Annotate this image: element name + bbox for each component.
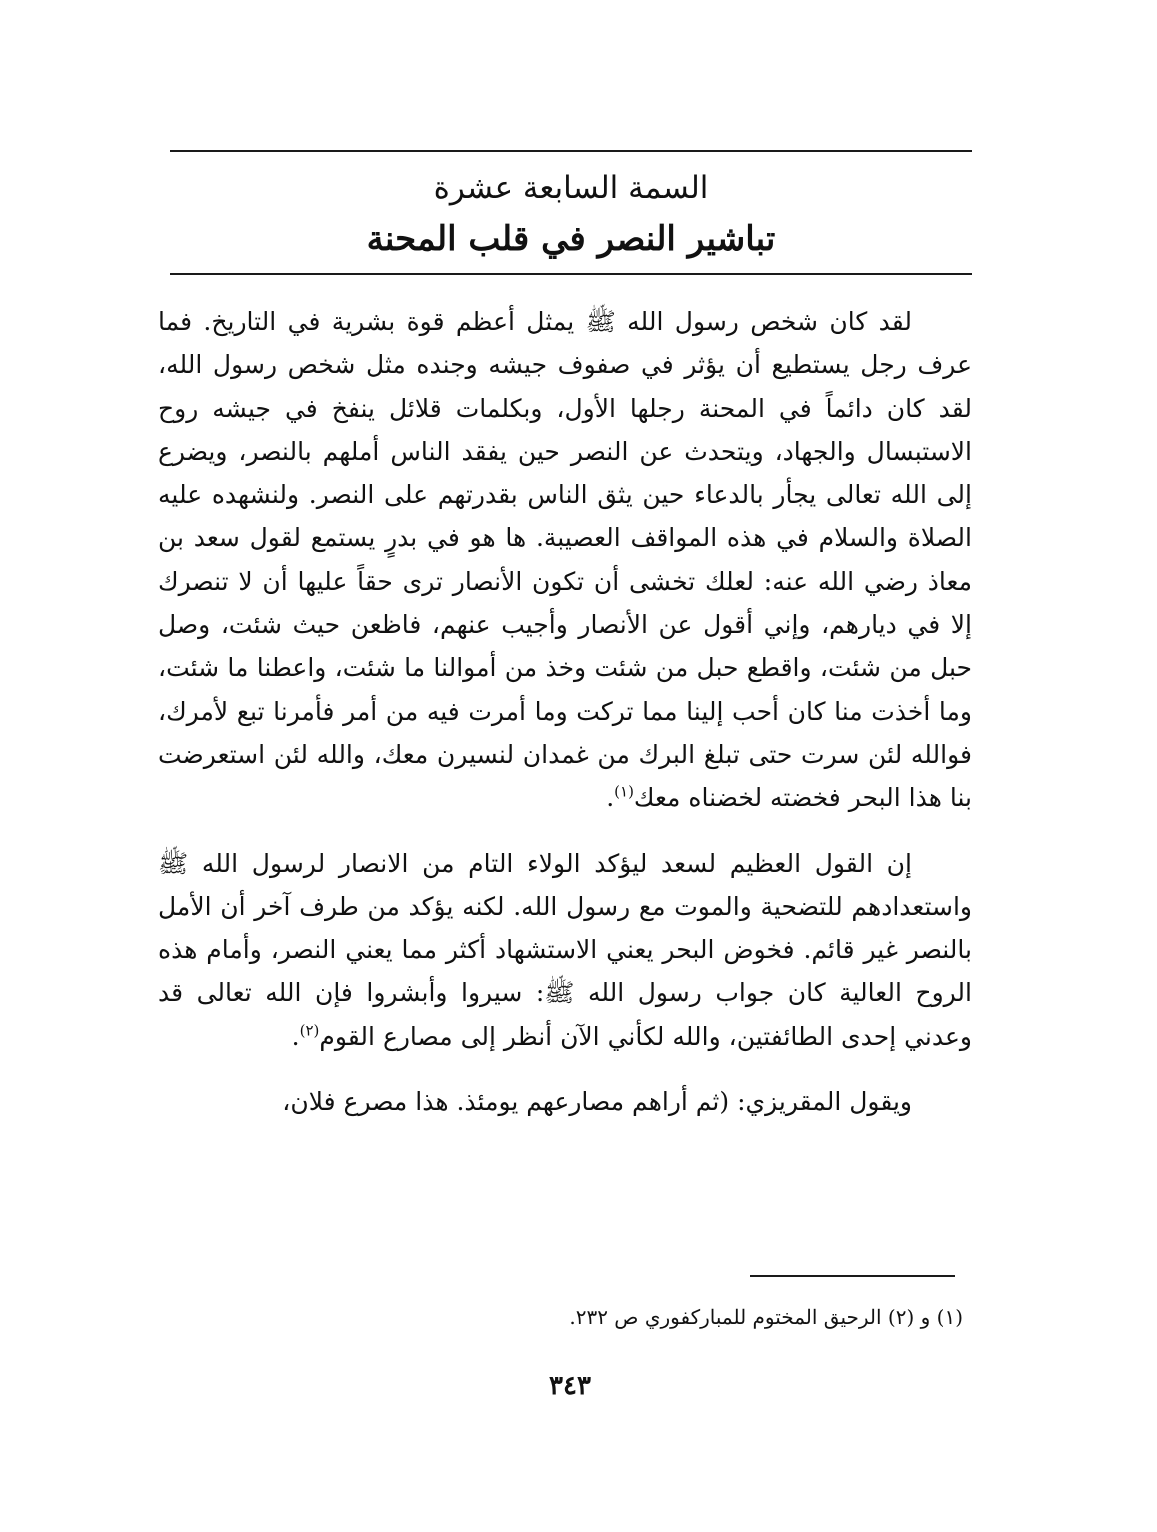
chapter-title: تباشير النصر في قلب المحنة <box>366 219 776 259</box>
footnote-ref-2: (٢) <box>299 1021 320 1040</box>
footnote-ref-1: (١) <box>614 782 634 801</box>
paragraph-3: ويقول المقريزي: (ثم أراهم مصارعهم يومئذ. هذا مصرع فلان، <box>282 1087 912 1117</box>
chapter-number: السمة السابعة عشرة <box>433 170 709 206</box>
chapter-heading <box>170 166 972 264</box>
heading-top-rule <box>170 150 972 152</box>
body-text <box>158 300 972 1123</box>
page-number: ٣٤٣ <box>549 1371 591 1401</box>
paragraph-1 <box>158 300 972 820</box>
paragraph-2-end: . <box>291 1021 300 1051</box>
paragraph-2 <box>158 842 972 1058</box>
heading-bottom-rule <box>170 273 972 275</box>
footnote-separator <box>750 1275 955 1277</box>
paragraph-1-text: لقد كان شخص رسول الله ﷺ يمثل أعظم قوة بشرية في التاريخ. فما عرف رجل يستطيع أن يؤثر في صفوف جيشه وجنده مثل شخص رسول الله، لقد كان دائماً في المحنة رجلها الأول، وبكلمات قلائل ينفخ في جيشه روح الاستبسال والجهاد، ويتحدث عن النصر حين يفقد الناس أملهم بالنصر، ويضرع إلى الله تعالى يجأر بالدعاء حين يثق الناس بقدرتهم على النصر. ولنشهده عليه الصلاة والسلام في هذه المواقف العصيبة. ها هو في بدرٍ يستمع لقول سعد بن معاذ رضي الله عنه: لعلك تخشى أن تكون الأنصار ترى حقاً عليها أن لا تنصرك إلا في ديارهم، وإني أقول عن الأنصار وأجيب عنهم، فاظعن حيث شئت، وصل حبل من شئت، واقطع حبل من شئت وخذ من أموالنا ما شئت، واعطنا ما شئت، وما أخذت منا كان أحب إلينا مما تركت وما أمرت فيه من أمر فأمرنا تبع لأمرك، فوالله لئن سرت حتى تبلغ البرك من غمدان لنسيرن معك، والله لئن استعرضت بنا هذا البحر فخضته لخضناه معك <box>158 307 972 813</box>
footnote: (١) و (٢) الرحيق المختوم للمباركفوري ص ٢٣٢. <box>569 1305 963 1329</box>
paragraph-2-text: إن القول العظيم لسعد ليؤكد الولاء التام من الانصار لرسول الله ﷺ واستعدادهم للتضحية والموت مع رسول الله. لكنه يؤكد من طرف آخر أن الأمل بالنصر غير قائم. فخوض البحر يعني الاستشهاد أكثر مما يعني النصر، وأمام هذه الروح العالية كان جواب رسول الله ﷺ: سيروا وأبشروا فإن الله تعالى قد وعدني إحدى الطائفتين، والله لكأني الآن أنظر إلى مصارع القوم <box>158 848 972 1051</box>
paragraph-1-end: . <box>606 783 615 813</box>
